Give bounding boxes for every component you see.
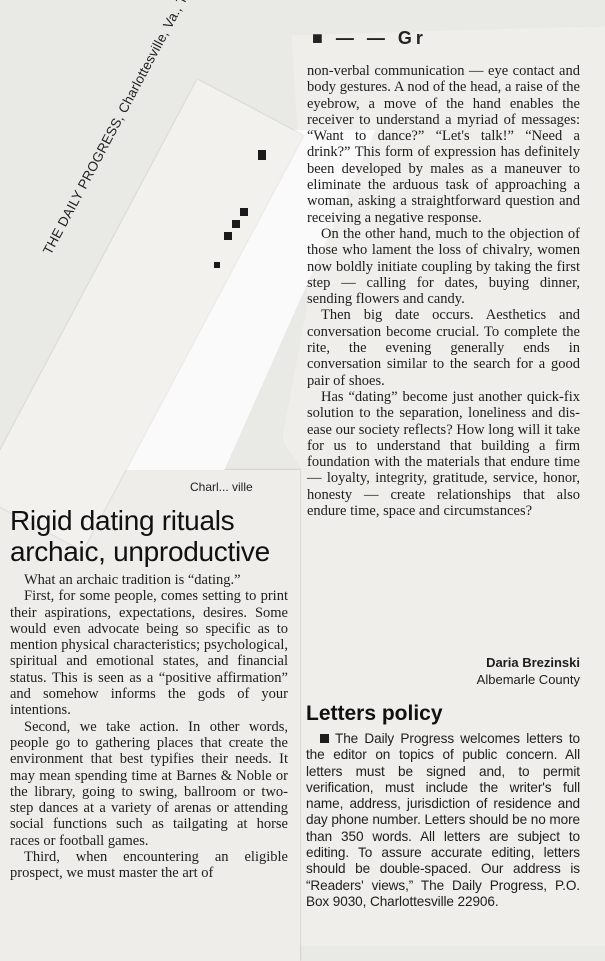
letter-paragraph: Has “dating” become just another quick-fix solution to the separation, loneliness and dis-ease our society reflects? How long will it take for us to understand that building a firm foundation with the materials that endure time — loyalty, integrity, gratitude, service, honor, honesty — create relationships that also endure time, space and circumstances? (307, 388, 580, 520)
registration-marks (200, 150, 280, 280)
top-fragment: ■ — — Gr (312, 28, 427, 48)
signature-location: Albemarle County (476, 672, 580, 687)
signature-author: Daria Brezinski (486, 655, 580, 670)
letter-left-column (10, 572, 288, 882)
square-mark (232, 220, 240, 228)
letter-headline (10, 505, 300, 567)
headline-line-2: archaic, unproductive (10, 536, 270, 567)
letter-paragraph: non-verbal communication — eye contact and body gestures. A nod of the head, a raise of the eyebrow, a move of the hand enables the receiver to understand a myriad of messages: “Want to dance?” “Let's talk!” “Need a drink?” This form of expression has definitely been developed by males as a maneuver to eliminate the arduous task of approaching a woman, asking a straightforward question and receiving a negative response. (307, 63, 580, 226)
letter-paragraph: Third, when encountering an eligible prospect, we must master the art of (10, 849, 288, 882)
letter-paragraph: What an archaic tradition is “dating.” (24, 572, 241, 588)
square-mark (214, 262, 220, 268)
policy-title: Letters policy (306, 702, 443, 725)
letter-paragraph: On the other hand, much to the objection of those who lament the loss of chivalry, women now boldly initiate coupling by taking the first step — calling for dates, buying dinner, sending flowers and candy. (307, 225, 580, 308)
square-mark (258, 150, 266, 160)
headline-line-1: Rigid dating rituals (10, 505, 235, 536)
byline-fragment: Charl... ville (190, 480, 253, 494)
policy-body (306, 731, 580, 910)
letter-paragraph: First, for some people, comes setting to print their aspirations, expectations, desires. Some would even advocate being so specific as to mention physical characteristics; psychological, spiritual and emotional states, and financial status. This is seen as a “positive affirmation” and somehow informs the gods of your intentions. (10, 588, 288, 719)
letter-paragraph: Then big date occurs. Aesthetics and conversation become crucial. To complete the rite, the evening generally ends in conversation similar to the search for a good pair of shoes. (307, 307, 580, 389)
square-bullet-icon (320, 734, 329, 743)
letter-right-column (307, 63, 580, 519)
policy-body-text: The Daily Progress welcomes letters to the editor on topics of public concern. All letters must be signed and, to permit verification, must include the writer's full name, address, jurisdiction of residence and day phone number. Letters should be no more than 350 words. All letters are subject to editing. To assure accurate editing, letters should be double-spaced. Our address is “Readers' views,” The Daily Progress, P.O. Box 9030, Charlottesville 22906. (306, 731, 580, 909)
square-mark (224, 232, 232, 240)
square-mark (240, 208, 248, 216)
letter-paragraph: Second, we take action. In other words, people go to gathering places that create the environment that best typifies their needs. It may mean spending time at Barnes & Noble or the library, going to swing, ballroom or two-step dances at a variety of arenas or attending social functions such as tailgating at horse races or football games. (10, 718, 288, 849)
letter-signature (307, 654, 580, 688)
